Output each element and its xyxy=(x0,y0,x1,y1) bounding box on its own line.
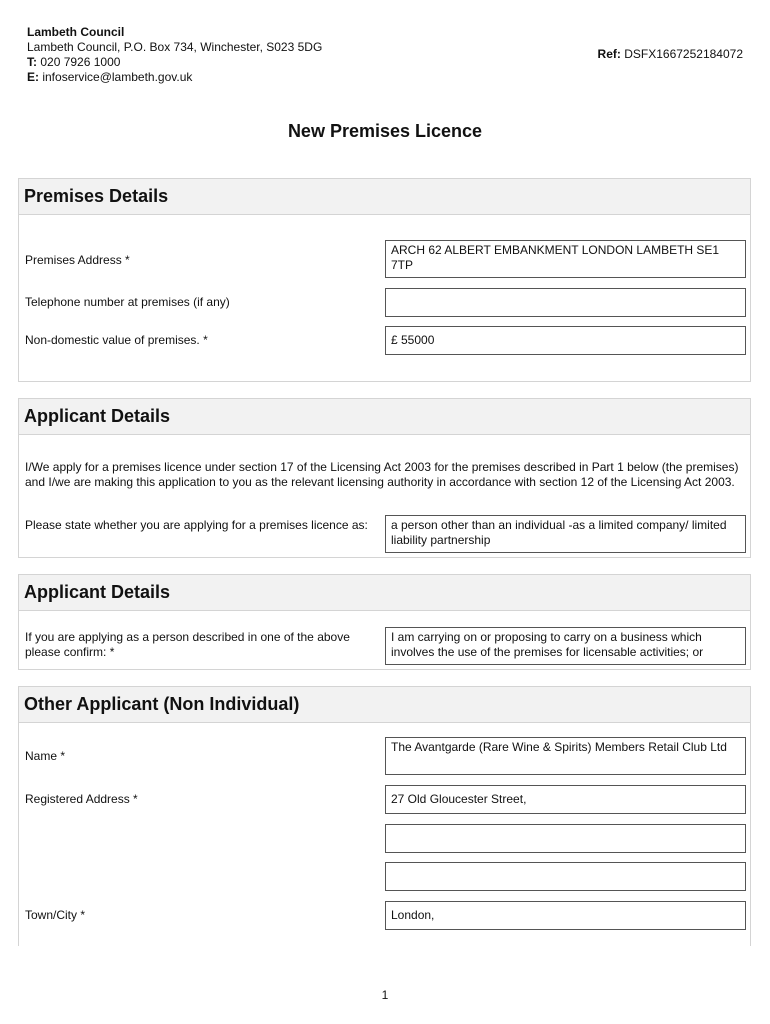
premises-address-label: Premises Address * xyxy=(25,253,130,267)
reference-label: Ref: xyxy=(597,47,621,61)
premises-phone-label: Telephone number at premises (if any) xyxy=(25,295,230,309)
section-heading: Premises Details xyxy=(19,179,750,215)
email-label: E: xyxy=(27,70,39,84)
reference-line xyxy=(598,47,743,61)
applicant-intro-text: I/We apply for a premises licence under section 17 of the Licensing Act 2003 for the premises described in Part 1 below (the premises) and I/we are making this application to you as the relevant licensing authority in accordance with section 12 of the Licensing Act 2003. xyxy=(25,460,739,489)
section-heading: Applicant Details xyxy=(19,575,750,611)
town-city-field[interactable]: London, xyxy=(385,901,746,930)
other-applicant-section xyxy=(18,686,751,946)
name-label: Name * xyxy=(25,749,66,763)
town-city-label: Town/City * xyxy=(25,908,86,922)
org-name: Lambeth Council xyxy=(27,25,125,39)
reference-value: DSFX1667252184072 xyxy=(624,47,743,61)
premises-address-field[interactable]: ARCH 62 ALBERT EMBANKMENT LONDON LAMBETH SE1 7TP xyxy=(385,240,746,278)
premises-phone-field[interactable] xyxy=(385,288,746,317)
registered-address-label: Registered Address * xyxy=(25,792,138,806)
council-contact-block xyxy=(27,25,322,85)
telephone-value: 020 7926 1000 xyxy=(40,55,121,69)
page-number: 1 xyxy=(381,988,389,1002)
confirm-label: If you are applying as a person described in one of the above please confirm: * xyxy=(25,630,350,659)
email-line xyxy=(27,70,322,85)
registered-address-line1-field[interactable]: 27 Old Gloucester Street, xyxy=(385,785,746,814)
confirm-field[interactable]: I am carrying on or proposing to carry on a business which involves the use of the premises for licensable activities; or xyxy=(385,627,746,665)
premises-details-section xyxy=(18,178,751,382)
telephone-line xyxy=(27,55,322,70)
section-heading: Other Applicant (Non Individual) xyxy=(19,687,750,723)
registered-address-line2-field[interactable] xyxy=(385,824,746,853)
applying-as-field[interactable]: a person other than an individual -as a limited company/ limited liability partnership xyxy=(385,515,746,553)
premises-value-field[interactable]: £ 55000 xyxy=(385,326,746,355)
telephone-label: T: xyxy=(27,55,37,69)
section-heading: Applicant Details xyxy=(19,399,750,435)
premises-value-label: Non-domestic value of premises. * xyxy=(25,333,208,347)
document-title: New Premises Licence xyxy=(287,121,483,141)
applicant-confirmation-section xyxy=(18,574,751,670)
org-address: Lambeth Council, P.O. Box 734, Winchester, S023 5DG xyxy=(27,40,323,54)
email-value[interactable]: infoservice@lambeth.gov.uk xyxy=(42,70,193,84)
name-field[interactable]: The Avantgarde (Rare Wine & Spirits) Members Retail Club Ltd xyxy=(385,737,746,775)
registered-address-line3-field[interactable] xyxy=(385,862,746,891)
applying-as-label: Please state whether you are applying for a premises licence as: xyxy=(25,518,368,532)
applicant-details-section xyxy=(18,398,751,558)
